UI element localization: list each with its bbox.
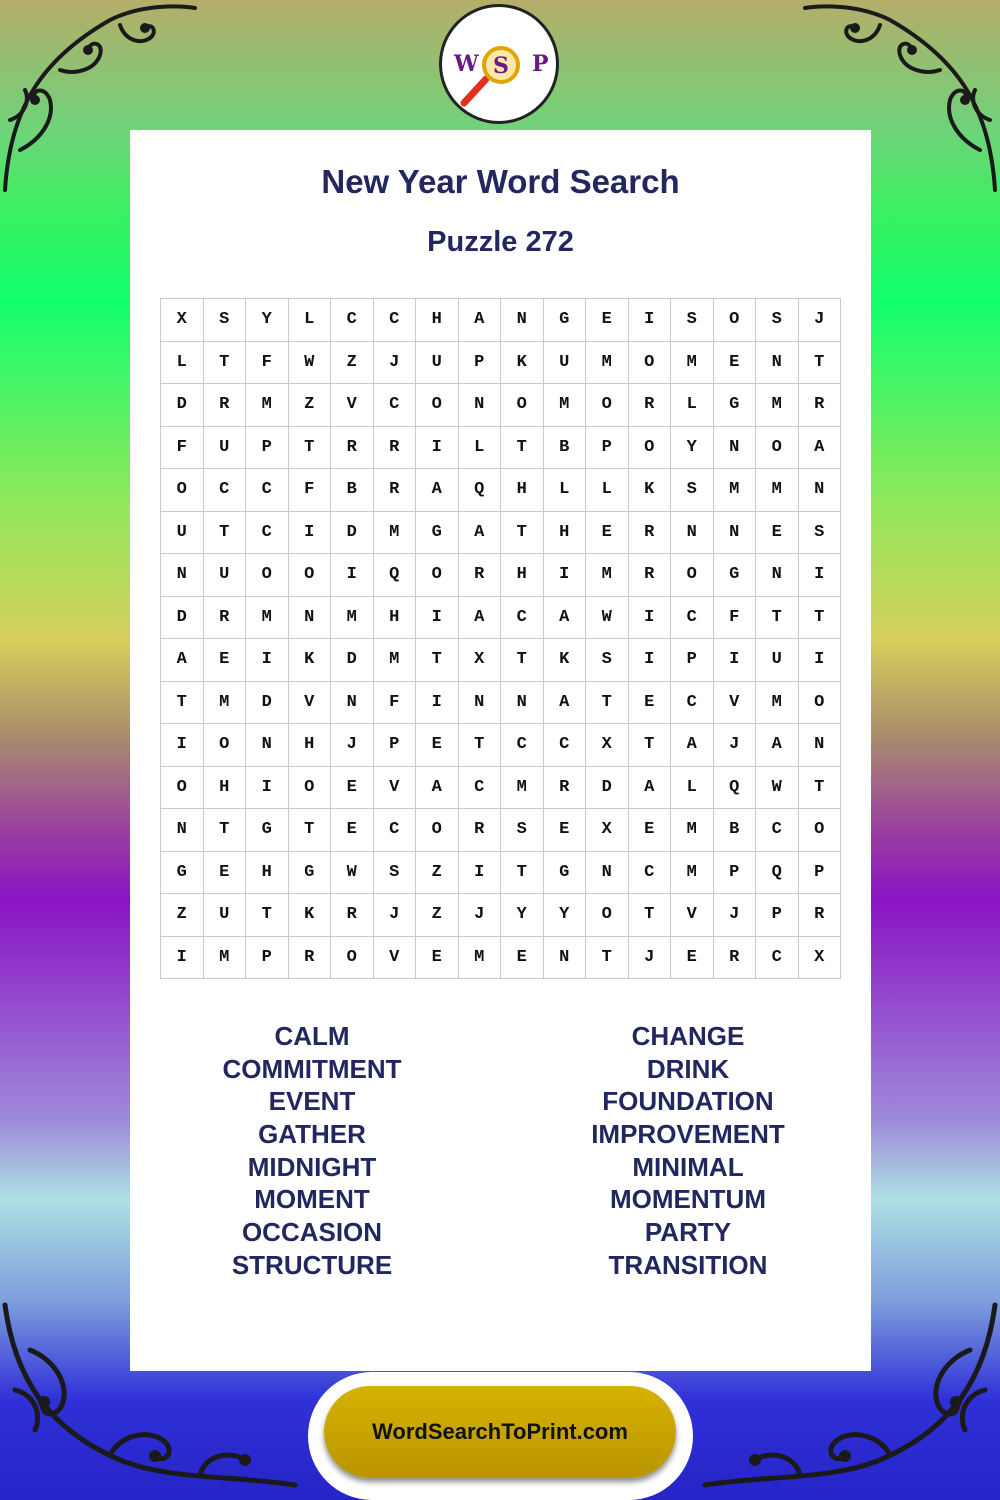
grid-cell[interactable]: C [544,724,587,767]
grid-cell[interactable]: T [501,512,544,555]
grid-cell[interactable]: M [756,469,799,512]
grid-cell[interactable]: L [459,427,502,470]
grid-cell[interactable]: Q [714,767,757,810]
grid-cell[interactable]: I [714,639,757,682]
grid-cell[interactable]: C [374,299,417,342]
grid-cell[interactable]: R [714,937,757,980]
grid-cell[interactable]: C [756,809,799,852]
grid-cell[interactable]: R [204,597,247,640]
grid-cell[interactable]: V [331,384,374,427]
grid-cell[interactable]: C [671,682,714,725]
grid-cell[interactable]: Q [756,852,799,895]
grid-cell[interactable]: Y [246,299,289,342]
grid-cell[interactable]: T [204,342,247,385]
grid-cell[interactable]: T [501,852,544,895]
grid-cell[interactable]: D [161,597,204,640]
grid-cell[interactable]: W [331,852,374,895]
grid-cell[interactable]: F [161,427,204,470]
grid-cell[interactable]: Z [289,384,332,427]
grid-cell[interactable]: P [246,427,289,470]
grid-cell[interactable]: A [459,299,502,342]
grid-cell[interactable]: U [544,342,587,385]
grid-cell[interactable]: W [289,342,332,385]
grid-cell[interactable]: X [799,937,842,980]
grid-cell[interactable]: T [161,682,204,725]
grid-cell[interactable]: A [459,597,502,640]
word-list-item: TRANSITION [608,1249,768,1280]
grid-cell[interactable]: N [799,724,842,767]
grid-cell[interactable]: R [459,809,502,852]
grid-cell[interactable]: T [416,639,459,682]
word-list-item: STRUCTURE [231,1249,393,1280]
grid-cell[interactable]: S [586,639,629,682]
grid-cell[interactable]: M [756,682,799,725]
grid-cell[interactable]: X [459,639,502,682]
grid-cell[interactable]: N [331,682,374,725]
grid-cell[interactable]: E [416,724,459,767]
grid-cell[interactable]: O [331,937,374,980]
grid-cell[interactable]: I [629,299,672,342]
grid-cell[interactable]: E [501,937,544,980]
grid-cell[interactable]: G [544,299,587,342]
grid-cell[interactable]: E [331,809,374,852]
grid-cell[interactable]: U [161,512,204,555]
grid-cell[interactable]: I [331,554,374,597]
grid-cell[interactable]: Q [374,554,417,597]
grid-cell[interactable]: C [246,469,289,512]
grid-cell[interactable]: W [586,597,629,640]
grid-cell[interactable]: N [756,554,799,597]
grid-cell[interactable]: A [161,639,204,682]
grid-cell[interactable]: J [374,342,417,385]
grid-cell[interactable]: V [714,682,757,725]
grid-cell[interactable]: K [501,342,544,385]
website-link-button[interactable] [324,1386,676,1478]
grid-cell[interactable]: T [799,767,842,810]
grid-cell[interactable]: K [629,469,672,512]
grid-cell[interactable]: M [246,597,289,640]
grid-cell[interactable]: A [544,682,587,725]
grid-cell[interactable]: V [671,894,714,937]
grid-cell[interactable]: D [586,767,629,810]
grid-cell[interactable]: K [289,639,332,682]
grid-cell[interactable]: U [204,554,247,597]
grid-cell[interactable]: O [671,554,714,597]
word-list-item: MOMENTUM [610,1184,766,1215]
grid-cell[interactable]: R [799,894,842,937]
grid-cell[interactable]: D [331,639,374,682]
grid-cell[interactable]: S [799,512,842,555]
grid-cell[interactable]: N [459,682,502,725]
grid-cell[interactable]: R [544,767,587,810]
grid-cell[interactable]: G [714,554,757,597]
word-list-item: MOMENT [254,1184,370,1215]
grid-cell[interactable]: O [586,384,629,427]
grid-cell[interactable]: H [416,299,459,342]
website-link-label: WordSearchToPrint.com [372,1419,628,1444]
grid-cell[interactable]: K [289,894,332,937]
grid-cell[interactable]: N [501,299,544,342]
grid-cell[interactable]: Z [161,894,204,937]
grid-cell[interactable]: P [374,724,417,767]
grid-cell[interactable]: E [586,512,629,555]
grid-cell[interactable]: P [459,342,502,385]
grid-cell[interactable]: A [416,767,459,810]
grid-cell[interactable]: S [204,299,247,342]
grid-cell[interactable]: O [161,767,204,810]
grid-cell[interactable]: F [289,469,332,512]
grid-cell[interactable]: R [331,427,374,470]
grid-cell[interactable]: I [544,554,587,597]
grid-cell[interactable]: W [756,767,799,810]
grid-cell[interactable]: S [671,469,714,512]
grid-cell[interactable]: C [204,469,247,512]
grid-cell[interactable]: O [204,724,247,767]
grid-cell[interactable]: A [799,427,842,470]
grid-cell[interactable]: R [459,554,502,597]
grid-cell[interactable]: C [374,809,417,852]
grid-cell[interactable]: R [629,554,672,597]
grid-cell[interactable]: O [629,342,672,385]
grid-cell[interactable]: L [544,469,587,512]
grid-cell[interactable]: C [246,512,289,555]
grid-cell[interactable]: Z [416,852,459,895]
grid-cell[interactable]: H [501,469,544,512]
grid-cell[interactable]: V [289,682,332,725]
grid-cell[interactable]: T [246,894,289,937]
grid-cell[interactable]: X [586,809,629,852]
grid-cell[interactable]: M [204,937,247,980]
grid-cell[interactable]: M [756,384,799,427]
word-list-item: EVENT [268,1086,356,1117]
grid-cell[interactable]: N [714,427,757,470]
grid-cell[interactable]: E [629,682,672,725]
grid-cell[interactable]: C [374,384,417,427]
grid-cell[interactable]: H [204,767,247,810]
grid-cell[interactable]: A [459,512,502,555]
word-list-item: CHANGE [631,1021,745,1051]
grid-cell[interactable]: N [246,724,289,767]
grid-cell[interactable]: I [416,597,459,640]
word-list-item: FOUNDATION [602,1086,774,1117]
grid-cell[interactable]: C [459,767,502,810]
grid-cell[interactable]: C [629,852,672,895]
grid-cell[interactable]: C [756,937,799,980]
grid-cell[interactable]: K [544,639,587,682]
grid-cell[interactable]: N [501,682,544,725]
grid-cell[interactable]: M [586,554,629,597]
word-list-item: MIDNIGHT [247,1151,377,1182]
grid-cell[interactable]: H [289,724,332,767]
grid-cell[interactable]: J [799,299,842,342]
grid-cell[interactable]: O [416,384,459,427]
grid-cell[interactable]: D [331,512,374,555]
grid-cell[interactable]: I [629,597,672,640]
grid-cell[interactable]: E [629,809,672,852]
grid-cell[interactable]: P [714,852,757,895]
grid-cell[interactable]: H [374,597,417,640]
word-list-left [162,1020,462,1282]
grid-cell[interactable]: N [586,852,629,895]
grid-cell[interactable]: C [501,597,544,640]
puzzle-card [130,130,871,1371]
grid-cell[interactable]: O [629,427,672,470]
grid-cell[interactable]: T [501,427,544,470]
grid-cell[interactable]: O [714,299,757,342]
grid-cell[interactable]: T [629,724,672,767]
grid-cell[interactable]: I [289,512,332,555]
grid-cell[interactable]: M [671,342,714,385]
logo-letter-p: P [532,51,549,77]
grid-cell[interactable]: L [671,384,714,427]
grid-cell[interactable]: J [374,894,417,937]
logo-letter-w: W [454,51,479,77]
grid-cell[interactable]: A [416,469,459,512]
grid-cell[interactable]: T [204,809,247,852]
grid-cell[interactable]: I [161,724,204,767]
puzzle-title: New Year Word Search [321,163,680,200]
grid-cell[interactable]: O [586,894,629,937]
word-list-item: OCCASION [241,1217,383,1248]
grid-cell[interactable]: G [714,384,757,427]
grid-cell[interactable]: T [799,597,842,640]
grid-cell[interactable]: O [416,554,459,597]
grid-cell[interactable]: E [586,299,629,342]
grid-cell[interactable]: P [671,639,714,682]
grid-cell[interactable]: H [544,512,587,555]
grid-cell[interactable]: B [331,469,374,512]
grid-cell[interactable]: S [756,299,799,342]
grid-cell[interactable]: S [501,809,544,852]
grid-cell[interactable]: T [629,894,672,937]
grid-cell[interactable]: E [671,937,714,980]
grid-cell[interactable]: U [204,427,247,470]
grid-cell[interactable]: Y [671,427,714,470]
grid-cell[interactable]: T [586,682,629,725]
grid-cell[interactable]: X [161,299,204,342]
grid-cell[interactable]: E [756,512,799,555]
word-list-right [538,1020,838,1282]
grid-cell[interactable]: P [246,937,289,980]
grid-cell[interactable]: R [629,384,672,427]
grid-cell[interactable]: L [671,767,714,810]
grid-cell[interactable]: G [246,809,289,852]
grid-cell[interactable]: R [331,894,374,937]
grid-cell[interactable]: N [459,384,502,427]
grid-cell[interactable]: L [289,299,332,342]
grid-cell[interactable]: P [586,427,629,470]
grid-cell[interactable]: T [586,937,629,980]
grid-cell[interactable]: N [714,512,757,555]
grid-cell[interactable]: P [799,852,842,895]
grid-cell[interactable]: I [629,639,672,682]
grid-cell[interactable]: T [289,809,332,852]
grid-cell[interactable]: R [374,469,417,512]
grid-cell[interactable]: C [671,597,714,640]
grid-cell[interactable]: T [501,639,544,682]
grid-cell[interactable]: Y [544,894,587,937]
logo [439,4,559,124]
grid-cell[interactable]: D [246,682,289,725]
grid-cell[interactable]: I [416,682,459,725]
grid-cell[interactable]: C [331,299,374,342]
grid-cell[interactable]: A [671,724,714,767]
grid-cell[interactable]: L [161,342,204,385]
grid-cell[interactable]: N [671,512,714,555]
grid-cell[interactable]: T [204,512,247,555]
grid-cell[interactable]: O [161,469,204,512]
grid-cell[interactable]: E [416,937,459,980]
grid-cell[interactable]: O [289,767,332,810]
grid-cell[interactable]: X [586,724,629,767]
grid-cell[interactable]: F [374,682,417,725]
grid-cell[interactable]: J [714,724,757,767]
grid-cell[interactable]: N [161,554,204,597]
grid-cell[interactable]: O [756,427,799,470]
grid-cell[interactable]: O [246,554,289,597]
grid-cell[interactable]: J [459,894,502,937]
grid-cell[interactable]: I [459,852,502,895]
grid-cell[interactable]: Z [416,894,459,937]
grid-cell[interactable]: V [374,937,417,980]
grid-cell[interactable]: F [246,342,289,385]
grid-cell[interactable]: R [629,512,672,555]
grid-cell[interactable]: M [459,937,502,980]
grid-cell[interactable]: A [756,724,799,767]
grid-cell[interactable]: H [246,852,289,895]
puzzle-number: Puzzle 272 [427,226,574,258]
grid-cell[interactable]: E [204,639,247,682]
word-list-item: PARTY [644,1217,732,1248]
grid-cell[interactable]: J [629,937,672,980]
grid-cell[interactable]: E [544,809,587,852]
grid-cell[interactable]: A [544,597,587,640]
grid-cell[interactable]: H [501,554,544,597]
grid-cell[interactable]: S [374,852,417,895]
grid-cell[interactable]: M [204,682,247,725]
grid-cell[interactable]: I [246,767,289,810]
grid-cell[interactable]: I [416,427,459,470]
grid-cell[interactable]: G [544,852,587,895]
grid-cell[interactable]: O [799,682,842,725]
grid-cell[interactable]: O [799,809,842,852]
grid-cell[interactable]: Y [501,894,544,937]
grid-cell[interactable]: M [374,639,417,682]
grid-cell[interactable]: N [756,342,799,385]
grid-cell[interactable]: F [714,597,757,640]
grid-cell[interactable]: I [799,639,842,682]
grid-cell[interactable]: J [714,894,757,937]
grid-cell[interactable]: I [799,554,842,597]
grid-cell[interactable]: N [799,469,842,512]
grid-cell[interactable]: M [586,342,629,385]
grid-cell[interactable]: N [289,597,332,640]
word-list-item: CALM [274,1021,350,1051]
grid-cell[interactable]: E [714,342,757,385]
grid-cell[interactable]: R [289,937,332,980]
grid-cell[interactable]: M [374,512,417,555]
grid-cell[interactable]: E [331,767,374,810]
grid-cell[interactable]: Q [459,469,502,512]
word-list-item: DRINK [646,1053,730,1084]
grid-cell[interactable]: T [799,342,842,385]
grid-cell[interactable]: R [374,427,417,470]
grid-cell[interactable]: G [161,852,204,895]
grid-cell[interactable]: N [544,937,587,980]
grid-cell[interactable]: M [671,809,714,852]
grid-cell[interactable]: L [586,469,629,512]
grid-cell[interactable]: U [416,342,459,385]
grid-cell[interactable]: M [331,597,374,640]
grid-cell[interactable]: T [289,427,332,470]
grid-cell[interactable]: M [544,384,587,427]
word-list-item: IMPROVEMENT [591,1119,785,1150]
grid-cell[interactable]: O [416,809,459,852]
grid-cell[interactable]: B [714,809,757,852]
logo-letter-s: S [493,53,509,79]
grid-cell[interactable]: J [331,724,374,767]
word-list-item: COMMITMENT [222,1053,402,1084]
grid-cell[interactable]: G [289,852,332,895]
grid-cell[interactable]: B [544,427,587,470]
grid-cell[interactable]: T [756,597,799,640]
grid-cell[interactable]: A [629,767,672,810]
grid-cell[interactable]: T [459,724,502,767]
grid-cell[interactable]: S [671,299,714,342]
grid-cell[interactable]: M [246,384,289,427]
grid-cell[interactable]: M [671,852,714,895]
grid-cell[interactable]: M [501,767,544,810]
grid-cell[interactable]: G [416,512,459,555]
grid-cell[interactable]: E [204,852,247,895]
grid-cell[interactable]: I [246,639,289,682]
word-list-item: MINIMAL [632,1151,744,1182]
word-list-item: GATHER [258,1119,366,1150]
grid-cell[interactable]: V [374,767,417,810]
grid-cell[interactable]: R [799,384,842,427]
grid-cell[interactable]: U [204,894,247,937]
grid-cell[interactable]: D [161,384,204,427]
grid-cell[interactable]: N [161,809,204,852]
grid-cell[interactable]: U [756,639,799,682]
grid-cell[interactable]: C [501,724,544,767]
grid-cell[interactable]: R [204,384,247,427]
grid-cell[interactable]: O [289,554,332,597]
grid-cell[interactable]: Z [331,342,374,385]
grid-cell[interactable]: O [501,384,544,427]
grid-cell[interactable]: P [756,894,799,937]
grid-cell[interactable]: M [714,469,757,512]
letter-grid [160,298,841,979]
grid-cell[interactable]: I [161,937,204,980]
